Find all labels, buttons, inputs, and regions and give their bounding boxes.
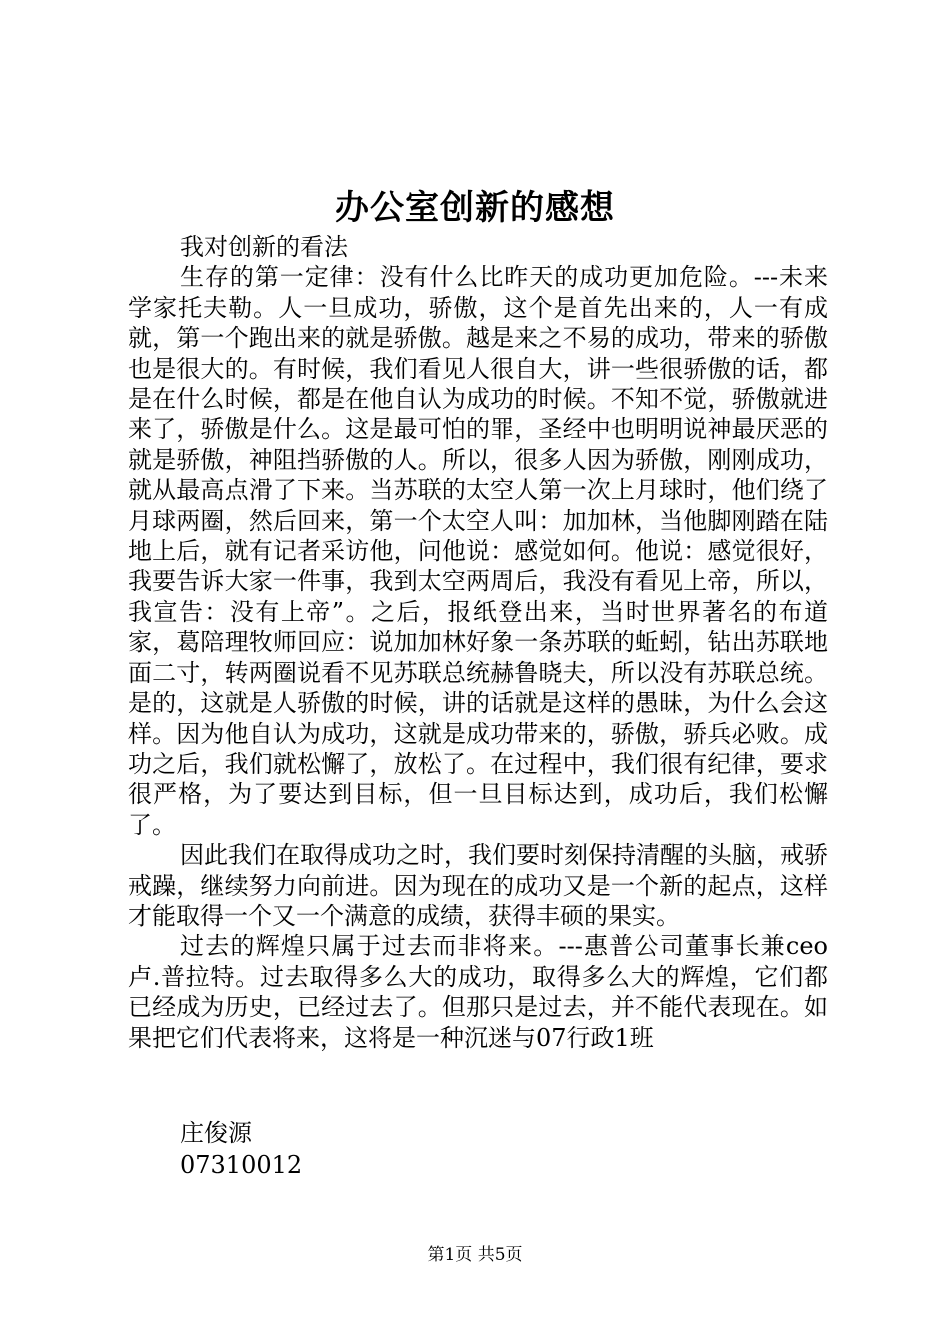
student-id: 07310012	[180, 1151, 303, 1179]
author-name: 庄俊源	[180, 1119, 252, 1147]
paragraph: 因此我们在取得成功之时，我们要时刻保持清醒的头脑，戒骄戒躁，继续努力向前进。因为现在的成功又是一个新的起点，这样才能取得一个又一个满意的成绩，获得丰硕的果实。	[128, 841, 828, 930]
paragraph: 生存的第一定律：没有什么比昨天的成功更加危险。---未来学家托夫勒。人一旦成功，骄傲，这个是首先出来的，人一有成就，第一个跑出来的就是骄傲。越是来之不易的成功，带来的骄傲也是很大的。有时候，我们看见人很自大，讲一些很骄傲的话，都是在什么时候，都是在他自认为成功的时候。不知不觉，骄傲就进来了，骄傲是什么。这是最可怕的罪，圣经中也明明说神最厌恶的就是骄傲，神阻挡骄傲的人。所以，很多人因为骄傲，刚刚成功，就从最高点滑了下来。当苏联的太空人第一次上月球时，他们绕了月球两圈，然后回来，第一个太空人叫：加加林，当他脚刚踏在陆地上后，就有记者采访他，问他说：感觉如何。他说：感觉很好，我要告诉大家一件事，我到太空两周后，我没有看见上帝，所以，我宣告：没有上帝”。之后，报纸登出来，当时世界著名的布道家，葛陪理牧师回应：说加加林好象一条苏联的蚯蚓，钻出苏联地面二寸，转两圈说看不见苏联总统赫鲁晓夫，所以没有苏联总统。是的，这就是人骄傲的时候，讲的话就是这样的愚昧，为什么会这样。因为他自认为成功，这就是成功带来的，骄傲，骄兵必败。成功之后，我们就松懈了，放松了。在过程中，我们很有纪律，要求很严格，为了要达到目标，但一旦目标达到，成功后，我们松懈了。	[128, 263, 828, 839]
paragraph-subtitle: 我对创新的看法	[180, 233, 348, 261]
signature-block	[180, 1117, 302, 1181]
page-footer: 第1页 共5页	[427, 1245, 523, 1265]
document-title: 办公室创新的感想	[335, 188, 615, 228]
paragraph: 过去的辉煌只属于过去而非将来。---惠普公司董事长兼ceo卢.普拉特。过去取得多么大的成功，取得多么大的辉煌，它们都已经成为历史，已经过去了。但那只是过去，并不能代表现在。如果把它们代表将来，这将是一种沉迷与07行政1班	[128, 932, 828, 1052]
document-body	[128, 232, 828, 1053]
